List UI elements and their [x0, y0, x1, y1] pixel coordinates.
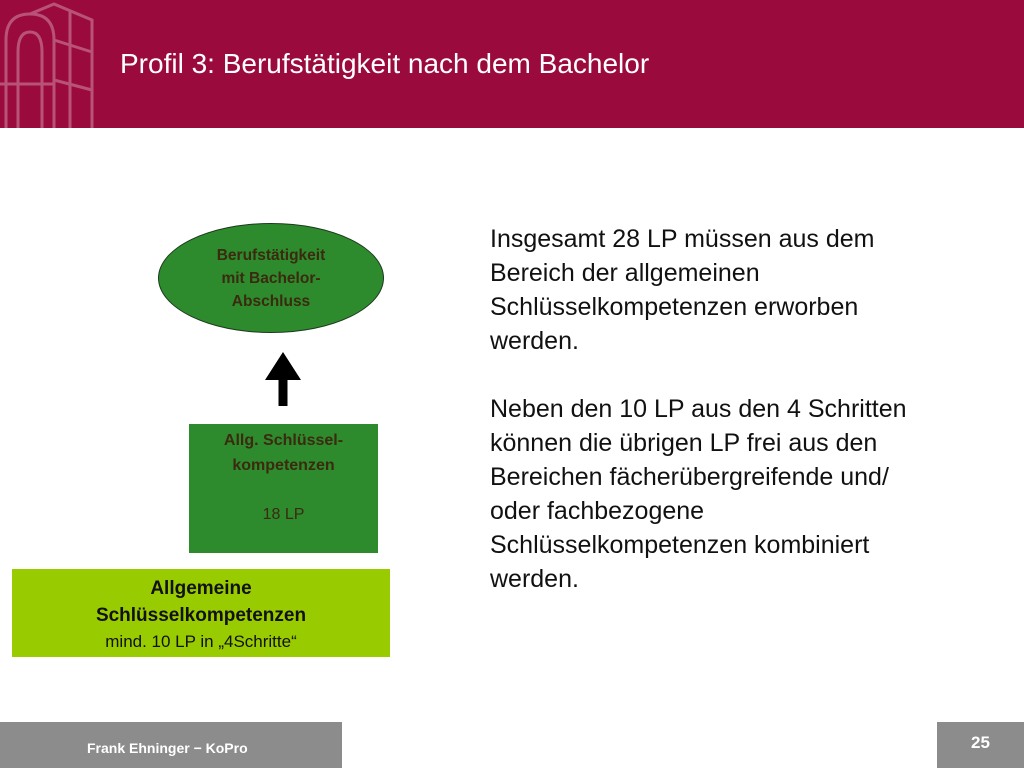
text-line: Schlüsselkompetenzen erworben	[490, 293, 859, 321]
text-line: werden.	[490, 565, 579, 593]
middle-box	[189, 424, 378, 553]
middle-box-credits: 18 LP	[262, 505, 305, 523]
text-line: Insgesamt 28 LP müssen aus dem	[490, 225, 875, 253]
text-line: Schlüsselkompetenzen kombiniert	[490, 531, 870, 559]
footer-bar	[0, 722, 342, 768]
page-number: 25	[971, 733, 990, 752]
base-box-note: mind. 10 LP in „4Schritte“	[105, 632, 297, 651]
goal-line: Abschluss	[231, 292, 311, 310]
page-number-box	[937, 722, 1024, 768]
text-line: können die übrigen LP frei aus den	[490, 429, 878, 457]
body-text	[490, 222, 990, 596]
paragraph	[490, 392, 990, 596]
middle-box-line: Allg. Schlüssel-	[223, 432, 344, 449]
goal-line: Berufstätigkeit	[216, 246, 326, 264]
middle-box-line: kompetenzen	[232, 456, 335, 474]
base-box	[12, 569, 390, 657]
text-line: werden.	[490, 327, 579, 355]
arrow-up-icon	[258, 348, 308, 410]
slide-title: Profil 3: Berufstätigkeit nach dem Bachelor	[120, 48, 650, 79]
base-box-line: Allgemeine	[150, 578, 252, 599]
text-line: oder fachbezogene	[490, 497, 705, 525]
footer-author: Frank Ehninger − KoPro	[87, 740, 248, 756]
text-line: Bereich der allgemeinen	[490, 259, 760, 287]
goal-line: mit Bachelor-	[221, 269, 321, 287]
text-line: Neben den 10 LP aus den 4 Schritten	[490, 395, 907, 423]
paragraph	[490, 222, 990, 358]
base-box-line: Schlüsselkompetenzen	[95, 605, 307, 626]
text-line: Bereichen fächerübergreifende und/	[490, 463, 889, 491]
goal-ellipse	[158, 223, 384, 333]
